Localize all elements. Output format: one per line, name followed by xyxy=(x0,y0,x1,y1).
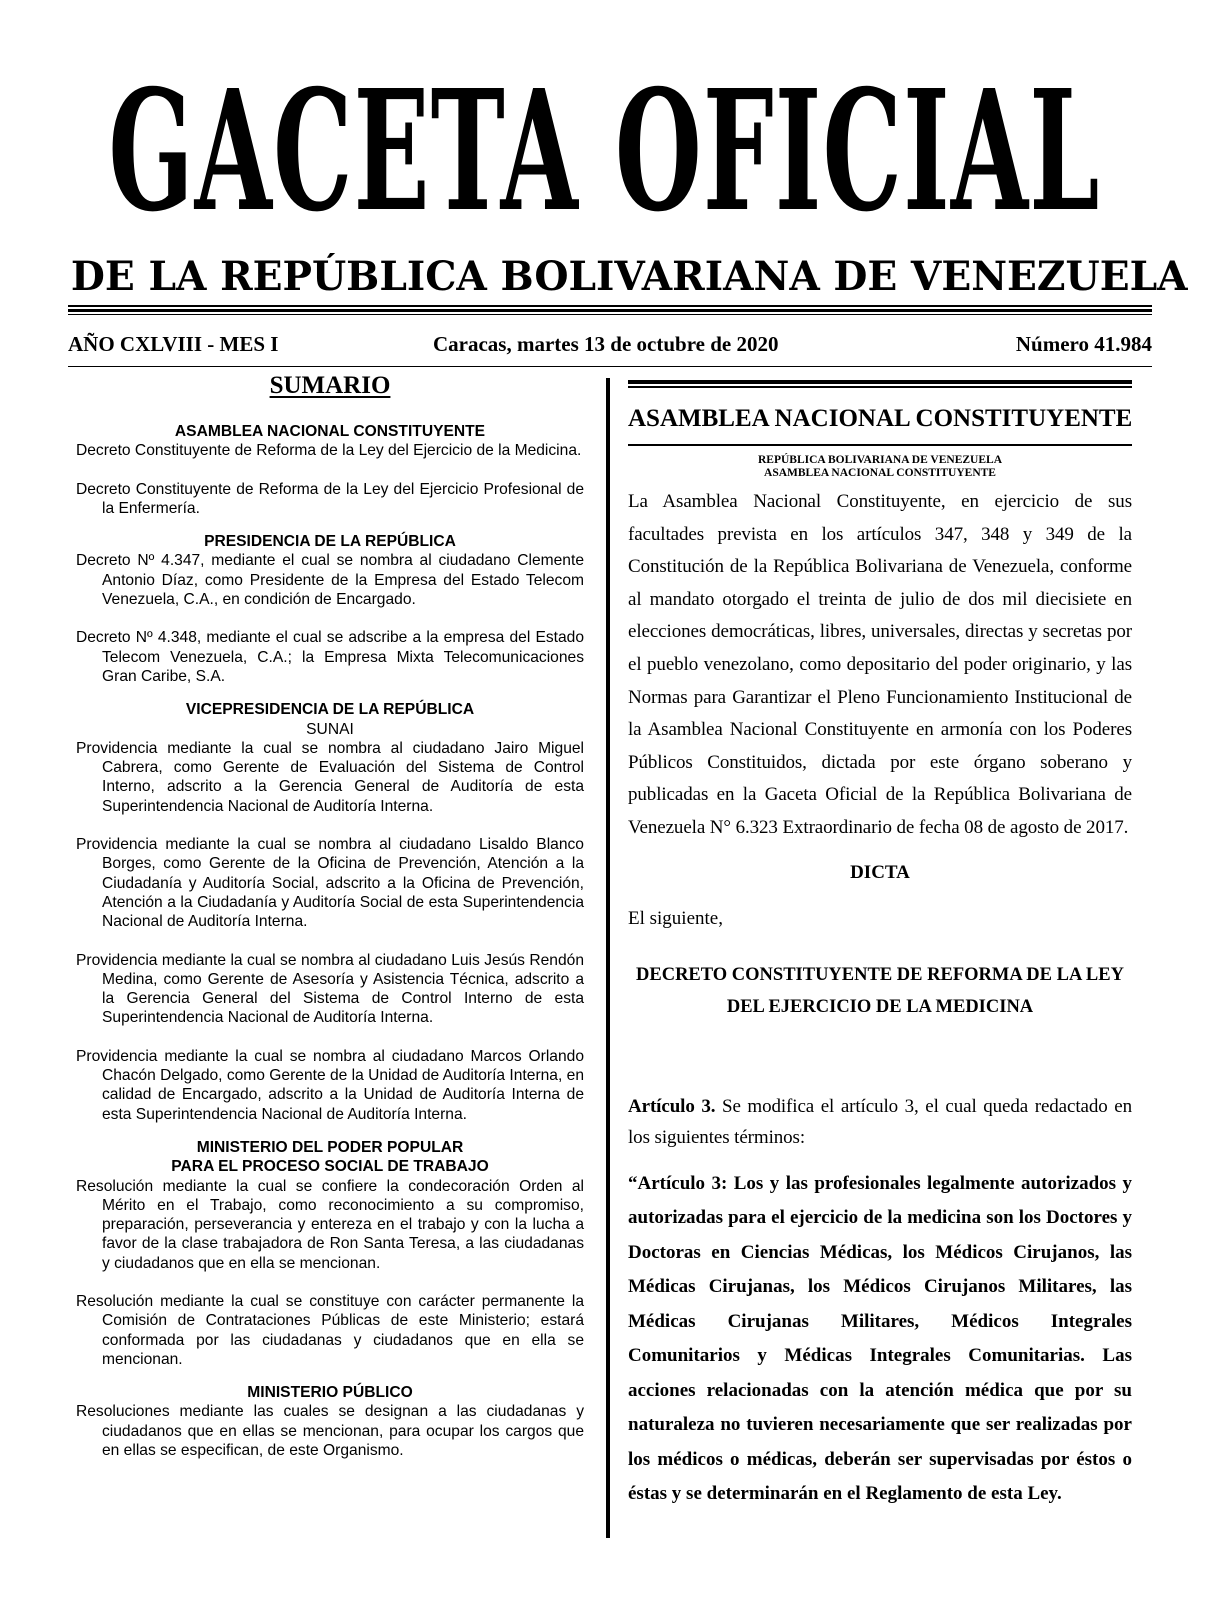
issue-number: Número 41.984 xyxy=(1015,332,1152,356)
summary-entry: Decreto Constituyente de Reforma de la Ley del Ejercicio Profesional de la Enfermería. xyxy=(76,480,584,517)
summary-entry: Decreto Nº 4.347, mediante el cual se nombra al ciudadano Clemente Antonio Díaz, como Presidente de la Empresa del Estado Telecom Venezuela, C.A., en condición de Encargado. xyxy=(76,552,584,609)
header-line: REPÚBLICA BOLIVARIANA DE VENEZUELA xyxy=(757,454,1002,466)
summary-entry: Resoluciones mediante las cuales se designan a las ciudadanas y ciudadanos que en ellas se mencionan, para ocupar los cargos que en ellas se especifican, de este Organismo. xyxy=(76,1403,584,1460)
section-heading: MINISTERIO PÚBLICO xyxy=(247,1384,413,1402)
decree-title-line2: DEL EJERCICIO DE LA MEDICINA xyxy=(726,996,1034,1017)
summary-entry: Resolución mediante la cual se constituye con carácter permanente la Comisión de Contrataciones Públicas de este Ministerio; estará conformada por las ciudadanas y ciudadanos que en ella se mencionan. xyxy=(76,1292,584,1368)
issue-info-bar xyxy=(68,326,1152,362)
section-bar xyxy=(628,380,1132,384)
masthead-title: GACETA OFICIAL xyxy=(108,62,1101,249)
issue-date: Caracas, martes 13 de octubre de 2020 xyxy=(433,332,779,356)
section-heading: MINISTERIO DEL PODER POPULAR xyxy=(196,1138,464,1156)
section-bar-thin xyxy=(628,386,1132,388)
header-line: ASAMBLEA NACIONAL CONSTITUYENTE xyxy=(764,467,996,479)
summary-entry: Providencia mediante la cual se nombra al ciudadano Luis Jesús Rendón Medina, como Gerente de Asesoría y Asistencia Técnica, adscrito a la Gerencia General del Sistema de Control Interno de esta Superintendencia Nacional de Auditoría Interna. xyxy=(76,951,584,1027)
preamble-paragraph: La Asamblea Nacional Constituyente, en ejercicio de sus facultades prevista en los artículos 347, 348 y 349 de la Constitución de la República Bolivariana de Venezuela, conforme al mandato otorgado el treinta de julio de dos mil diecisiete en elecciones democráticas, libres, universales, directas y secretas por el pueblo venezolano, como depositario del poder originario, y las Normas para Garantizar el Pleno Funcionamiento Institucional de la Asamblea Nacional Constituyente en armonía con los Poderes Públicos Constituidos, dictada por este órgano soberano y publicadas en la Gaceta Oficial de la República Bolivariana de Venezuela N° 6.323 Extraordinario de fecha 08 de agosto de 2017. xyxy=(628,491,1132,838)
decree-title-line1: DECRETO CONSTITUYENTE DE REFORMA DE LA LEY xyxy=(636,964,1124,985)
summary-entry: Providencia mediante la cual se nombra al ciudadano Jairo Miguel Cabrera, como Gerente de Evaluación del Sistema de Control Interno, adscrito a la Gerencia General de Auditoría de esta Superintendencia Nacional de Auditoría Interna. xyxy=(76,739,584,815)
article3-text: “Artículo 3: Los y las profesionales legalmente autorizados y autorizadas para el ejercicio de la medicina son los Doctores y Doctoras en Ciencias Médicas, los Médicos Cirujanos, las Médicas Cirujanas, los Médicos Cirujanos Militares, las Médicas Cirujanas Militares, Médicos Integrales Comunitarios y Médicas Integrales Comunitarias. Las acciones relacionadas con la atención médica que por su naturaleza no tuvieren necesariamente que ser realizadas por los médicos o médicas, deberán ser supervisadas por éstos o éstas y se determinarán en el Reglamento de esta Ley. xyxy=(628,1172,1132,1505)
summary-entry: Decreto Constituyente de Reforma de la Ley del Ejercicio de la Medicina. xyxy=(76,442,582,460)
section-heading-line2: PARA EL PROCESO SOCIAL DE TRABAJO xyxy=(171,1158,489,1176)
top-rule-thin-2 xyxy=(68,314,1152,315)
info-rule xyxy=(68,366,1152,367)
summary-entry: Providencia mediante la cual se nombra al ciudadano Marcos Orlando Chacón Delgado, como Gerente de la Unidad de Auditoría Interna, en calidad de Encargado, adscrito a la Unidad de Auditoría Interna de esta Superintendencia Nacional de Auditoría Interna. xyxy=(76,1047,584,1123)
section-heading: PRESIDENCIA DE LA REPÚBLICA xyxy=(204,533,456,551)
sumario-heading: SUMARIO xyxy=(269,372,391,399)
dicta-heading: DICTA xyxy=(850,861,910,883)
article3-intro-text: Se modifica el artículo 3, el cual queda redactado en los siguientes términos: xyxy=(628,1095,1132,1148)
top-rule-thin xyxy=(68,305,1152,307)
article3-label: Artículo 3. xyxy=(628,1095,716,1117)
year-month: AÑO CXLVIII - MES I xyxy=(68,332,279,356)
sumario-column xyxy=(76,370,584,1463)
summary-entry: Decreto Nº 4.348, mediante el cual se adscribe a la empresa del Estado Telecom Venezuela, C.A.; la Empresa Mixta Telecomunicaciones Gran Caribe, S.A. xyxy=(76,629,584,685)
column-divider xyxy=(606,378,610,1538)
article-column xyxy=(628,370,1132,1512)
section-title-rule xyxy=(628,444,1132,446)
el-siguiente-text: El siguiente, xyxy=(628,907,723,929)
top-rule-thick xyxy=(68,309,1152,312)
masthead xyxy=(0,62,1209,252)
section-heading: ASAMBLEA NACIONAL CONSTITUYENTE xyxy=(174,423,486,440)
section-heading: VICEPRESIDENCIA DE LA REPÚBLICA xyxy=(185,701,475,719)
section-title: ASAMBLEA NACIONAL CONSTITUYENTE xyxy=(628,405,1133,432)
section-subheading: SUNAI xyxy=(306,720,354,738)
summary-entry: Resolución mediante la cual se confiere la condecoración Orden al Mérito en el Trabajo, como reconocimiento a su compromiso, preparación, perseverancia y entereza en el trabajo y con la lucha a favor de la clase trabajadora de Ron Santa Teresa, a las ciudadanas y ciudadanos que en ella se mencionan. xyxy=(76,1177,584,1272)
masthead-subtitle: DE LA REPÚBLICA BOLIVARIANA DE VENEZUELA xyxy=(70,253,1188,300)
article3-intro xyxy=(628,1091,1132,1153)
summary-entry: Providencia mediante la cual se nombra al ciudadano Lisaldo Blanco Borges, como Gerente de la Oficina de Prevención, Atención a la Ciudadanía y Auditoría Social, adscrito a la Oficina de Prevención, Atención a la Ciudadanía y Auditoría Social de esta Superintendencia Nacional de Auditoría Interna. xyxy=(76,836,584,931)
